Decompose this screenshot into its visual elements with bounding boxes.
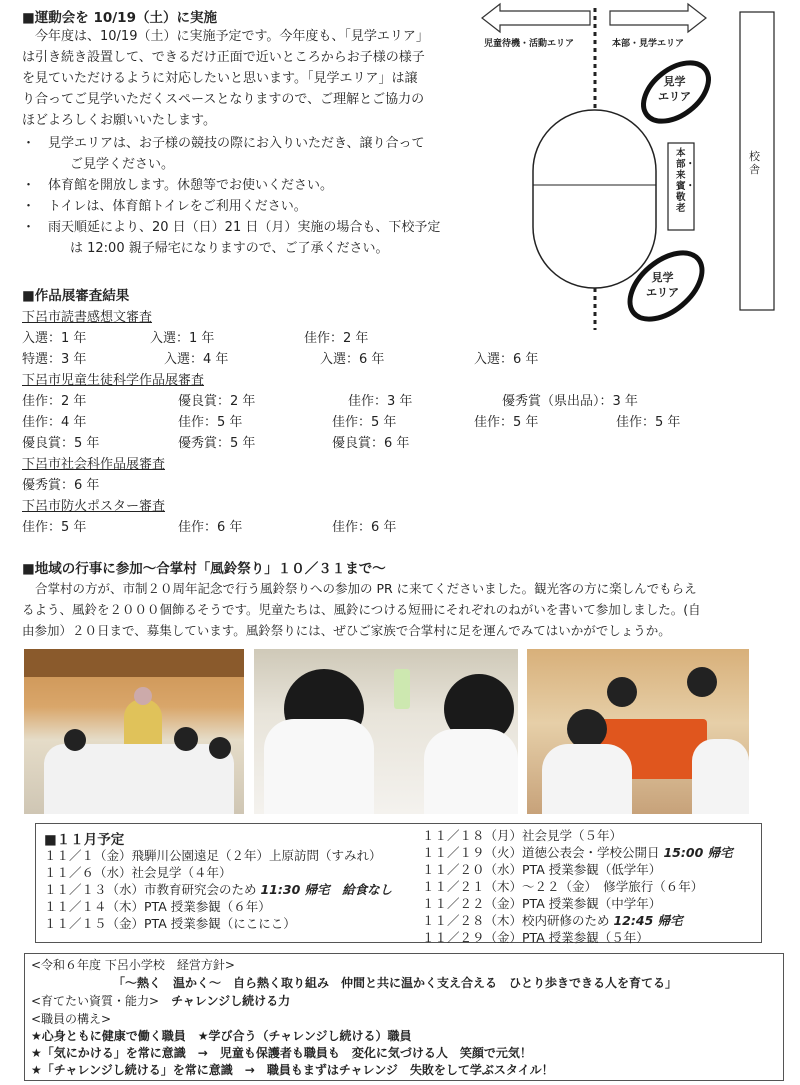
section-social: 下呂市社会科作品展審査 <box>22 457 166 472</box>
result-cell: 優秀賞（県出品）：3 年 <box>502 394 638 409</box>
festival-title: ■地域の行事に参加～合掌村「風鈴祭り」１０／３１まで～ <box>22 561 386 577</box>
sports-line: 今年度は、10/19（土）に実施予定です。今年度も、「見学エリア」 <box>35 29 429 44</box>
result-cell: 入選：6 年 <box>474 352 539 367</box>
november-title: ■１１月予定 <box>44 832 125 848</box>
schedule-item: １１／２９（金）PTA 授業参観（５年） <box>422 930 649 945</box>
viewing-area-2-label: 見学 エリア <box>646 271 679 299</box>
photo-writing-wishes <box>254 649 518 814</box>
section-science: 下呂市児童生徒科学作品展審査 <box>22 373 205 388</box>
sports-line: り合ってご見学いただくスペースとなりますので、ご理解とご協力の <box>22 92 425 107</box>
building-label: 校舎 <box>749 150 760 176</box>
result-cell: 入選：1 年 <box>22 331 87 346</box>
sports-bullets <box>22 133 472 259</box>
policy-staff-2: ★「気にかける」を常に意識 → 児童も保護者も職員も 変化に気づける人 笑顔で元気！ <box>31 1046 532 1060</box>
school-policy <box>24 953 784 1081</box>
left-arrow-icon <box>482 4 590 32</box>
sports-body <box>22 26 472 131</box>
result-cell: 入選：1 年 <box>150 331 215 346</box>
bullet-item: ・ トイレは、体育館トイレをご利用ください。 <box>22 196 472 217</box>
result-cell: 佳作：6 年 <box>178 520 243 535</box>
result-cell: 優良賞：6 年 <box>332 436 410 451</box>
result-cell: 佳作：4 年 <box>22 415 87 430</box>
result-cell: 入選：6 年 <box>320 352 385 367</box>
festival-body <box>22 578 792 641</box>
photo-classroom-visit <box>24 649 244 814</box>
right-arrow-label: 本部・見学エリア <box>612 39 685 49</box>
track <box>533 110 656 288</box>
policy-staff-heading: <職員の構え> <box>31 1012 112 1026</box>
festival-line: るよう、風鈴を２０００個飾るそうです。児童たちは、風鈴につける短冊にそれぞれのねがいを書いて参加しました。(自 <box>22 602 701 617</box>
november-schedule <box>35 823 762 943</box>
result-cell: 佳作：2 年 <box>22 394 87 409</box>
result-cell: 優良賞：2 年 <box>178 394 256 409</box>
bullet-item: ・ 体育館を開放します。休憩等でお使いください。 <box>22 175 472 196</box>
schedule-right <box>422 827 757 946</box>
schedule-item: １１／６（水）社会見学（４年） <box>44 865 232 880</box>
schedule-item: １１／１３（水）市教育研究会のため 11:30 帰宅 給食なし <box>44 882 393 897</box>
sports-line: ほどよろしくお願いいたします。 <box>22 113 216 128</box>
right-arrow-icon <box>610 4 706 32</box>
policy-qualities: <育てたい資質・能力> チャレンジし続ける力 <box>31 994 291 1008</box>
result-cell: 入選：4 年 <box>164 352 229 367</box>
section-reading: 下呂市読書感想文審査 <box>22 310 153 325</box>
result-cell: 特選：3 年 <box>22 352 87 367</box>
schedule-item: １１／１９（火）道徳公表会・学校公開日 15:00 帰宅 <box>422 845 733 860</box>
schedule-item: １１／２１（木）～２２（金） 修学旅行（６年） <box>422 879 704 894</box>
result-cell: 佳作：5 年 <box>616 415 681 430</box>
schedule-item: １１／１５（金）PTA 授業参観（にこにこ） <box>44 916 296 931</box>
bullet-cont: ご見学ください。 <box>70 157 175 172</box>
schedule-item: １１／１４（木）PTA 授業参観（６年） <box>44 899 271 914</box>
schedule-item: １１／２２（金）PTA 授業参観（中学年） <box>422 896 662 911</box>
schedule-item: １１／２８（木）校内研修のため 12:45 帰宅 <box>422 913 683 928</box>
festival-line: 合掌村の方が、市制２０周年記念で行う風鈴祭りへの参加の PR に来てくださいました。観光客の方に楽しんでもらえ <box>35 581 697 596</box>
schedule-left <box>44 847 424 932</box>
viewing-area-1-label: 見学 エリア <box>658 75 691 103</box>
schedule-item: １１／１（金）飛騨川公園遠足（２年）上原訪問（すみれ） <box>44 848 382 863</box>
photo-group-table <box>527 649 749 814</box>
policy-motto: 「～熱く 温かく～ 自ら熱く取り組み 仲間と共に温かく支え合える ひとり歩きできる人を育てる」 <box>113 976 678 990</box>
policy-staff-3: ★「チャレンジし続ける」を常に意識 → 職員もまずはチャレンジ 失敗をして学ぶスタイル！ <box>31 1063 554 1077</box>
bullet-item: ・ 雨天順延により、20 日（日）21 日（月）実施の場合も、下校予定 <box>22 217 472 238</box>
works-title: ■作品展審査結果 <box>22 288 130 304</box>
bullet-cont: は 12:00 親子帰宅になりますので、ご了承ください。 <box>70 241 389 256</box>
result-cell: 佳作：5 年 <box>474 415 539 430</box>
result-cell: 佳作：5 年 <box>178 415 243 430</box>
bullet-item: ・ 見学エリアは、お子様の競技の際にお入りいただき、譲り合って <box>22 133 472 154</box>
section-poster: 下呂市防火ポスター審査 <box>22 499 166 514</box>
policy-heading: <令和６年度 下呂小学校 経営方針> <box>31 958 235 972</box>
result-cell: 優秀賞：6 年 <box>22 478 100 493</box>
sports-title: ■運動会を 10/19（土）に実施 <box>22 10 217 26</box>
hq-label: 本部・来賓・敬老 <box>676 148 696 214</box>
result-cell: 佳作：2 年 <box>304 331 369 346</box>
result-cell: 佳作：3 年 <box>348 394 413 409</box>
result-cell: 優良賞：5 年 <box>22 436 100 451</box>
left-arrow-label: 児童待機・活動エリア <box>484 39 575 49</box>
schedule-item: １１／１８（月）社会見学（５年） <box>422 828 623 843</box>
result-cell: 優秀賞：5 年 <box>178 436 256 451</box>
result-cell: 佳作：5 年 <box>332 415 397 430</box>
result-cell: 佳作：6 年 <box>332 520 397 535</box>
sports-line: は引き続き設置して、できるだけ正面で近いところからお子様の様子 <box>22 50 425 65</box>
policy-staff-1: ★心身ともに健康で働く職員 ★学び合う（チャレンジし続ける）職員 <box>31 1029 412 1043</box>
sports-line: を見ていただけるように対応したいと思います。「見学エリア」は譲 <box>22 71 418 86</box>
festival-line: 由参加）２０日まで、募集しています。風鈴祭りには、ぜひご家族で合掌村に足を運んでみてはいかがでしょうか。 <box>22 623 671 638</box>
result-cell: 佳作：5 年 <box>22 520 87 535</box>
schedule-item: １１／２０（水）PTA 授業参観（低学年） <box>422 862 662 877</box>
